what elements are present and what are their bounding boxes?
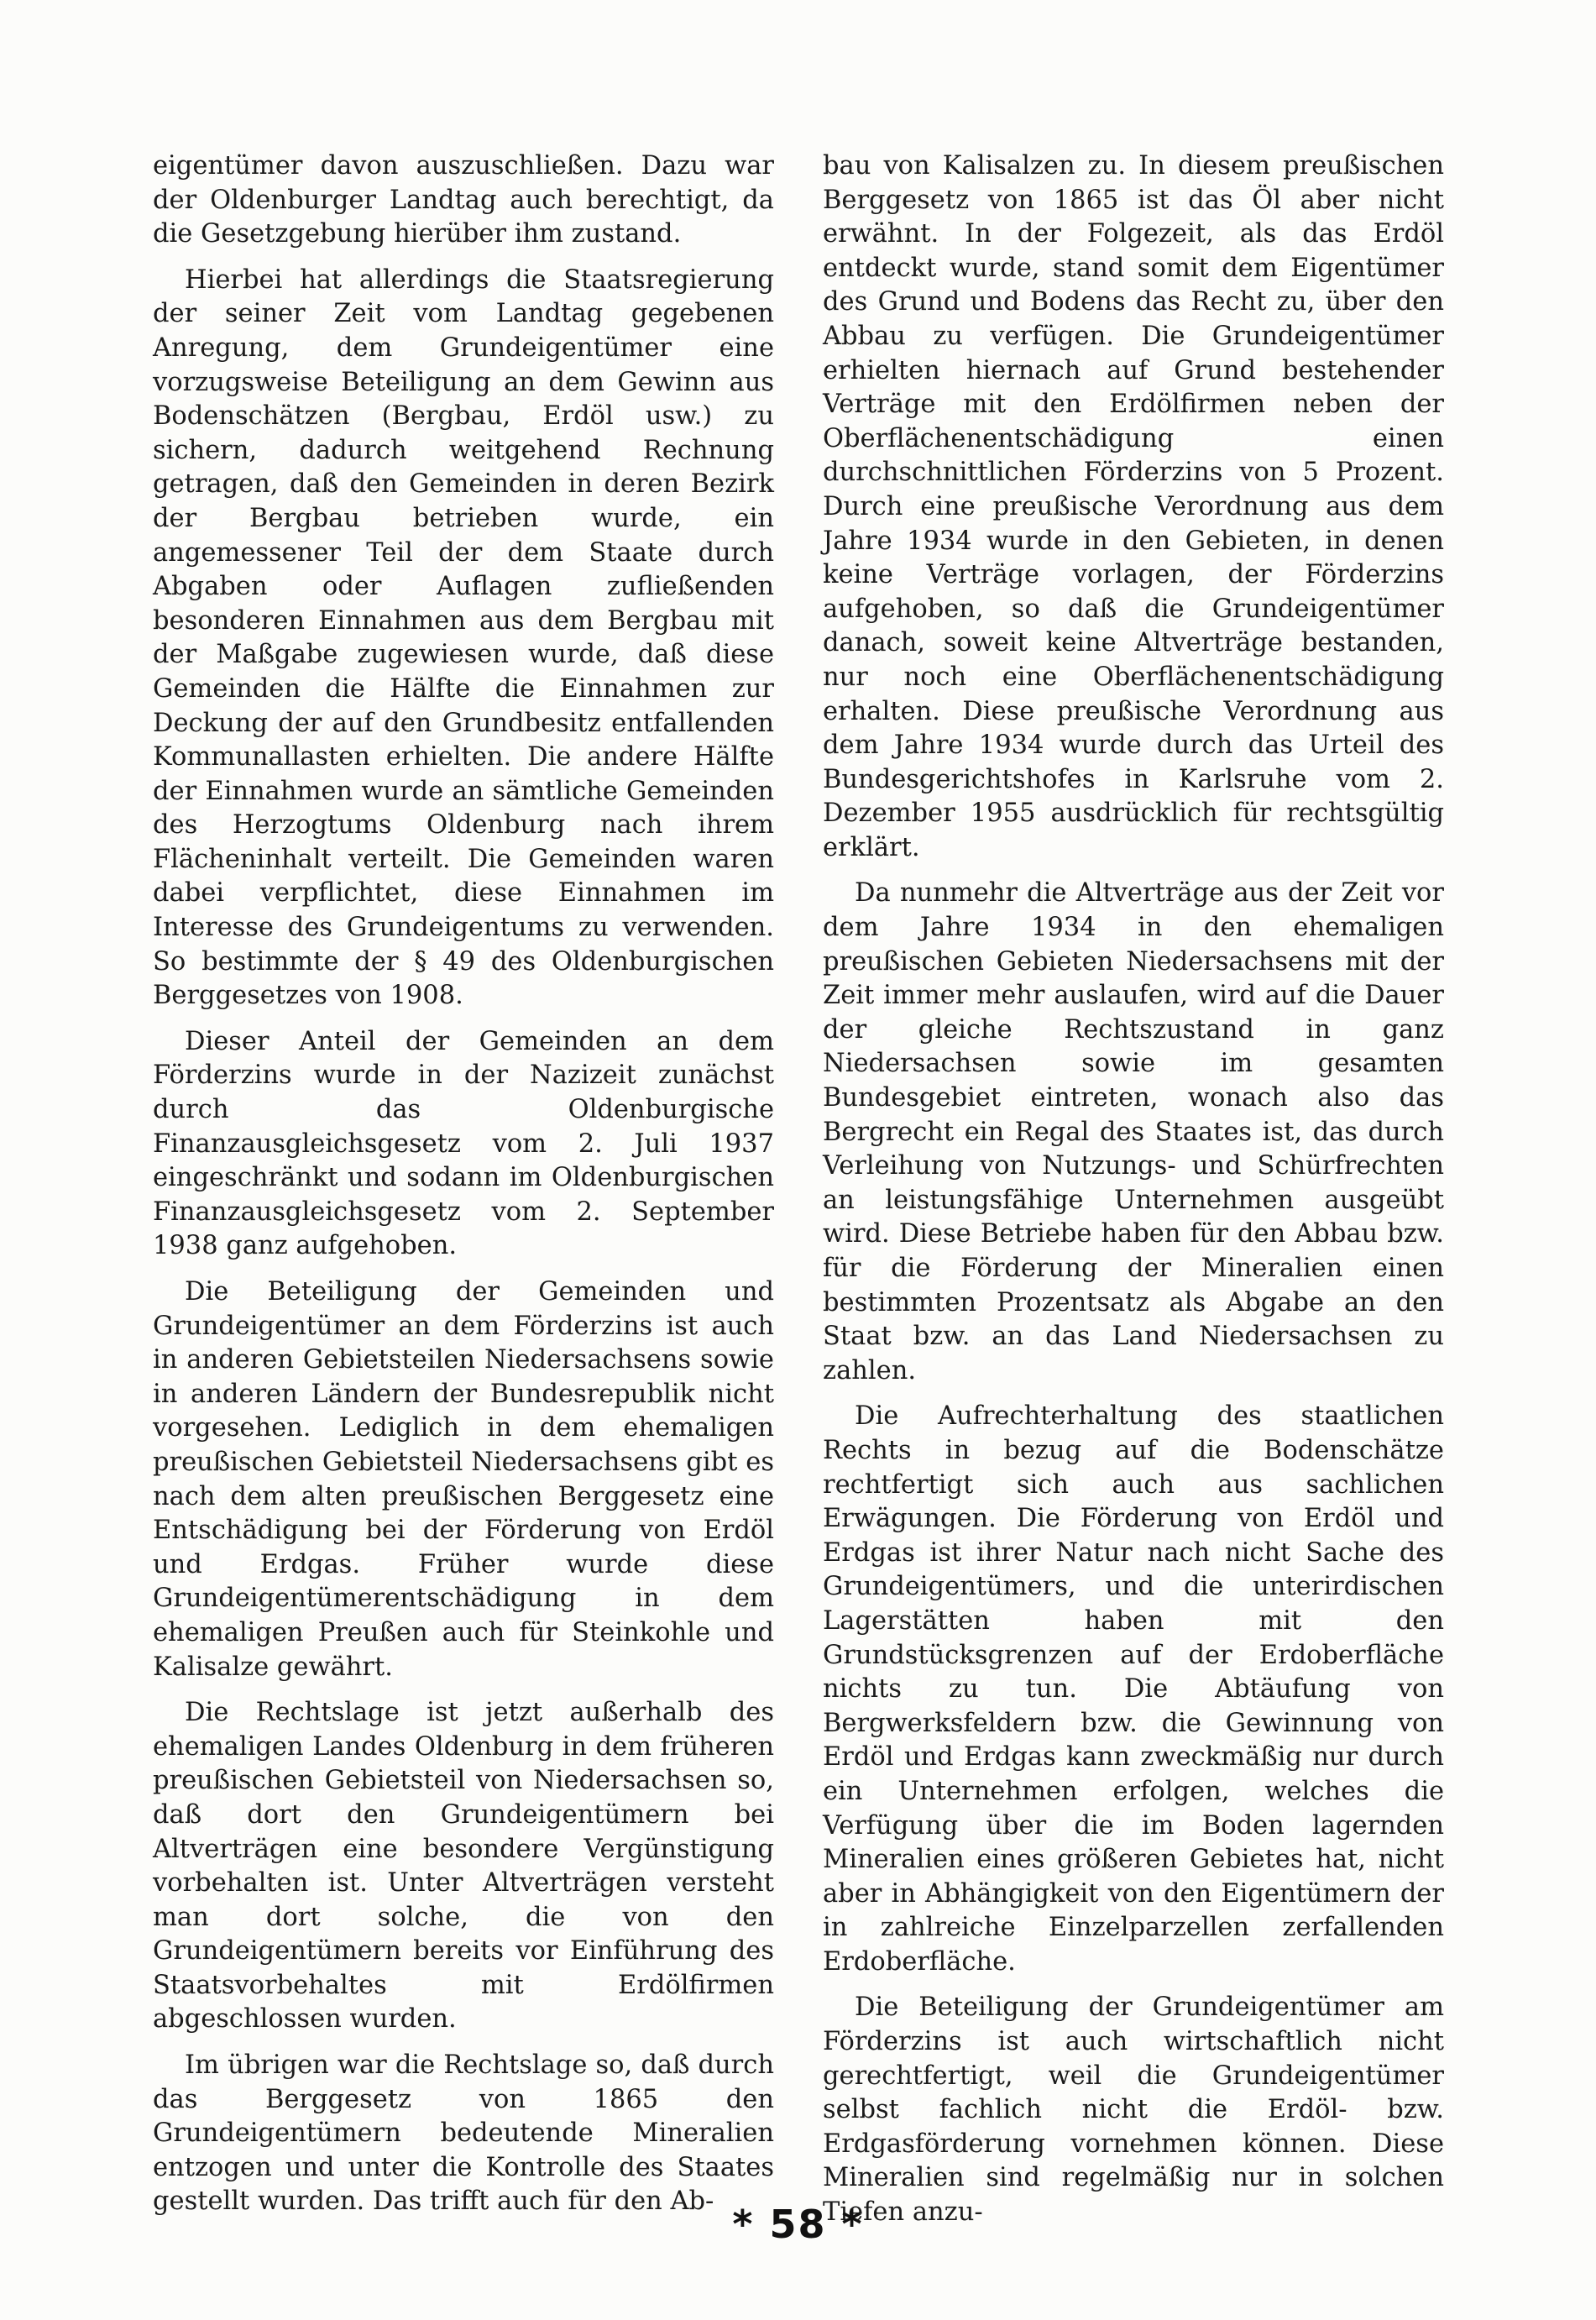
paragraph: Hierbei hat allerdings die Staatsregierung der seiner Zeit vom Landtag gegebenen Anregung, dem Grundeigentümer eine vorzugsweise Beteiligung an dem Gewinn aus Bodenschätzen (Bergbau, Erdöl usw.) zu sichern, dadurch weitgehend Rechnung getragen, daß den Gemeinden in deren Bezirk der Bergbau betrieben wurde, ein angemessener Teil der dem Staate durch Abgaben oder Auflagen zufließenden besonderen Einnahmen aus dem Bergbau mit der Maßgabe zugewiesen wurde, daß diese Gemeinden die Hälfte die Einnahmen zur Deckung der auf den Grundbesitz entfallenden Kommunallasten erhielten. Die andere Hälfte der Einnahmen wurde an sämtliche Gemeinden des Herzogtums Oldenburg nach ihrem Flächeninhalt verteilt. Die Gemeinden waren dabei verpflichtet, diese Einnahmen im Interesse des Grundeigentums zu verwenden. So bestimmte der § 49 des Oldenburgischen Berggesetzes von 1908. <box>153 264 774 1011</box>
page-number: * 58 * <box>732 2202 864 2247</box>
paragraph: Die Aufrechterhaltung des staatlichen Rechts in bezug auf die Bodenschätze rechtfertigt sich auch aus sachlichen Erwägungen. Die Förderung von Erdöl und Erdgas ist ihrer Natur nach nicht Sache des Grundeigentümers, und die unterirdischen Lagerstätten haben mit den Grundstücksgrenzen auf der Erdoberfläche nichts zu tun. Die Abtäufung von Bergwerksfeldern bzw. die Gewinnung von Erdöl und Erdgas kann zweckmäßig nur durch ein Unternehmen erfolgen, welches die Verfügung über die im Boden lagernden Mineralien eines größeren Gebietes hat, nicht aber in Abhängigkeit von den Eigentümern der in zahlreiche Einzelparzellen zerfallenden Erdoberfläche. <box>823 1401 1444 1977</box>
paragraph: Die Beteiligung der Grundeigentümer am Förderzins ist auch wirtschaftlich nicht gerechtfertigt, weil die Grundeigentümer selbst fachlich nicht die Erdöl- bzw. Erdgasförderung vornehmen können. Diese Mineralien sind regelmäßig nur in solchen Tiefen anzu- <box>823 1993 1444 2228</box>
paragraph: Dieser Anteil der Gemeinden an dem Förderzins wurde in der Nazizeit zunächst durch das Oldenburgische Finanzausgleichsgesetz vom 2. Juli 1937 eingeschränkt und sodann im Oldenburgischen Finanzausgleichsgesetz vom 2. September 1938 ganz aufgehoben. <box>153 1026 774 1261</box>
right-text-column <box>823 149 1444 2230</box>
paragraph: Die Beteiligung der Gemeinden und Grundeigentümer an dem Förderzins ist auch in anderen Gebietsteilen Niedersachsens sowie in anderen Ländern der Bundesrepublik nicht vorgesehen. Lediglich in dem ehemaligen preußischen Gebietsteil Niedersachsens gibt es nach dem alten preußischen Berggesetz eine Entschädigung bei der Förderung von Erdöl und Erdgas. Früher wurde diese Grundeigentümerentschädigung in dem ehemaligen Preußen auch für Steinkohle und Kalisalze gewährt. <box>153 1277 774 1682</box>
paragraph: bau von Kalisalzen zu. In diesem preußischen Berggesetz von 1865 ist das Öl aber nicht erwähnt. In der Folgezeit, als das Erdöl entdeckt wurde, stand somit dem Eigentümer des Grund und Bodens das Recht zu, über den Abbau zu verfügen. Die Grundeigentümer erhielten hiernach auf Grund bestehender Verträge mit den Erdölfirmen neben der Oberflächenentschädigung einen durchschnittlichen Förderzins von 5 Prozent. Durch eine preußische Verordnung aus dem Jahre 1934 wurde in den Gebieten, in denen keine Verträge vorlagen, der Förderzins aufgehoben, so daß die Grundeigentümer danach, soweit keine Altverträge bestanden, nur noch eine Oberflächenentschädigung erhalten. Diese preußische Verordnung aus dem Jahre 1934 wurde durch das Urteil des Bundesgerichtshofes in Karlsruhe vom 2. Dezember 1955 ausdrücklich für rechtsgültig erklärt. <box>823 151 1444 862</box>
left-text-column <box>153 149 774 2219</box>
paragraph: Im übrigen war die Rechtslage so, daß durch das Berggesetz von 1865 den Grundeigentümern bedeutende Mineralien entzogen und unter die Kontrolle des Staates gestellt wurden. Das trifft auch für den Ab- <box>153 2050 774 2217</box>
paragraph: Die Rechtslage ist jetzt außerhalb des ehemaligen Landes Oldenburg in dem früheren preußischen Gebietsteil von Niedersachsen so, daß dort den Grundeigentümern bei Altverträgen eine besondere Vergünstigung vorbehalten ist. Unter Altverträgen versteht man dort solche, die von den Grundeigentümern bereits vor Einführung des Staatsvorbehaltes mit Erdölfirmen abgeschlossen wurden. <box>153 1698 774 2035</box>
paragraph: Da nunmehr die Altverträge aus der Zeit vor dem Jahre 1934 in den ehemaligen preußischen Gebieten Niedersachsens mit der Zeit immer mehr auslaufen, wird auf die Dauer der gleiche Rechtszustand in ganz Niedersachsen sowie im gesamten Bundesgebiet eintreten, wonach also das Bergrecht ein Regal des Staates ist, das durch Verleihung von Nutzungs- und Schürfrechten an leistungsfähige Unternehmen ausgeübt wird. Diese Betriebe haben für den Abbau bzw. für die Förderung der Mineralien einen bestimmten Prozentsatz als Abgabe an den Staat bzw. an das Land Niedersachsen zu zahlen. <box>823 878 1444 1385</box>
paragraph: eigentümer davon auszuschließen. Dazu war der Oldenburger Landtag auch berechtigt, da die Gesetzgebung hierüber ihm zustand. <box>153 151 774 249</box>
